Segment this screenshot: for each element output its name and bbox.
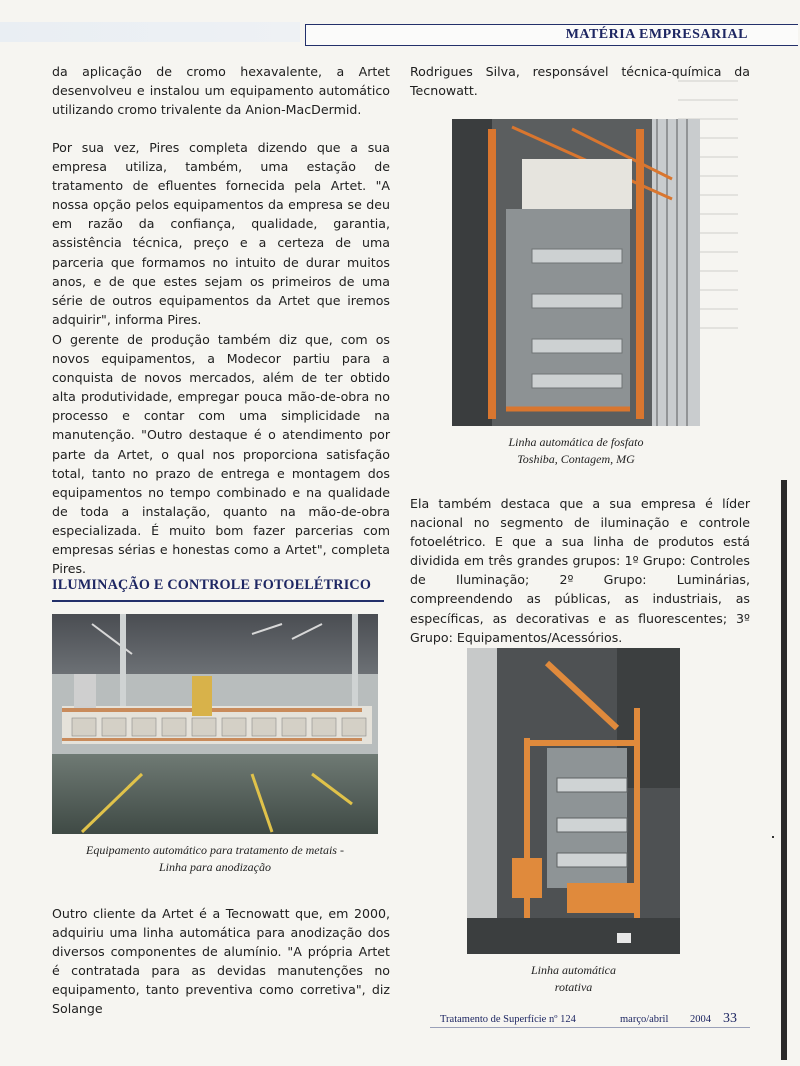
- page-edge-shadow: [781, 480, 787, 1060]
- page-number: 33: [723, 1011, 737, 1026]
- left-photo-caption: [52, 842, 378, 876]
- subheading: ILUMINAÇÃO E CONTROLE FOTOELÉTRICO: [52, 577, 372, 593]
- left-paragraph-4: Outro cliente da Artet é a Tecnowatt que, em 2000, adquiriu uma linha automática para anodização dos diversos componentes de alumínio. "A própria Artet é contratada para as devidas manutenções no equipamento, tanto preventiva como corretiva", diz Solange: [52, 906, 390, 1017]
- top-left-band: [0, 22, 300, 42]
- right-photo-2-caption: [467, 962, 680, 996]
- phosphate-line-photo: [452, 119, 700, 426]
- right-photo-2-caption-line-2: rotativa: [554, 980, 593, 994]
- subheading-rule: [52, 600, 384, 602]
- left-photo-caption-line-2: Linha para anodização: [158, 860, 271, 874]
- left-paragraph-1: da aplicação de cromo hexavalente, a Artet desenvolveu e instalou um equipamento automático utilizando cromo trivalente da Anion-MacDermid.: [52, 64, 390, 118]
- page-footer: [440, 1011, 750, 1028]
- footer-publication: Tratamento de Superfície nº 124: [440, 1014, 576, 1025]
- left-paragraph-3: O gerente de produção também diz que, com os novos equipamentos, a Modecor partiu para a conquista de novos mercados, além de ter obtido alta produtividade, empregar pouca mão-de-obra no processo e contar com uma simplicidade na manutenção. "Outro destaque é o atendimento por parte da Artet, o qual nos proporciona satisfação total, tanto no prazo de entrega e montagem dos equipamentos no tempo combinado e na qualidade de toda a instalação, quanto na mão-de-obra especializada. É muito bom fazer parcerias com empresas sérias e honestas como a Artet", completa Pires.: [52, 332, 390, 577]
- right-paragraph-1: Rodrigues Silva, responsável técnica-química da Tecnowatt.: [410, 64, 750, 99]
- left-photo-caption-line-1: Equipamento automático para tratamento de metais -: [86, 843, 344, 857]
- left-paragraph-2: Por sua vez, Pires completa dizendo que a sua empresa utiliza, também, uma estação de tratamento de efluentes fornecida pela Artet. "A nossa opção pelos equipamentos da empresa se deu em razão da confiança, qualidade, garantia, assistência técnica, preço e a certeza de uma parceria que formamos no intuito de durar muitos anos, e de que estes sejam os primeiros de uma série de outros equipamentos da Artet que iremos adquirir", informa Pires.: [52, 140, 390, 327]
- footer-year: 2004: [690, 1014, 711, 1025]
- right-photo-1-caption-line-1: Linha automática de fosfato: [508, 435, 644, 449]
- right-photo-1-caption-line-2: Toshiba, Contagem, MG: [517, 452, 635, 466]
- section-header-box: [305, 24, 798, 46]
- right-photo-1-caption: [452, 434, 700, 468]
- footer-rule: [430, 1027, 750, 1028]
- footer-issue: março/abril: [620, 1014, 669, 1025]
- scan-speck: [772, 836, 774, 838]
- rotary-line-photo: [467, 648, 680, 954]
- anodizing-line-photo: [52, 614, 378, 834]
- right-paragraph-2: Ela também destaca que a sua empresa é líder nacional no segmento de iluminação e controle fotoelétrico. E que a sua linha de produtos está dividida em três grandes grupos: 1º Grupo: Controles de Iluminação; 2º Grupo: Luminárias, compreendendo as públicas, as industriais, as específicas, as decorativas e as fluorescentes; 3º Grupo: Equipamentos/Acessórios.: [410, 496, 750, 645]
- right-photo-2-caption-line-1: Linha automática: [530, 963, 616, 977]
- section-title: MATÉRIA EMPRESARIAL: [565, 27, 748, 42]
